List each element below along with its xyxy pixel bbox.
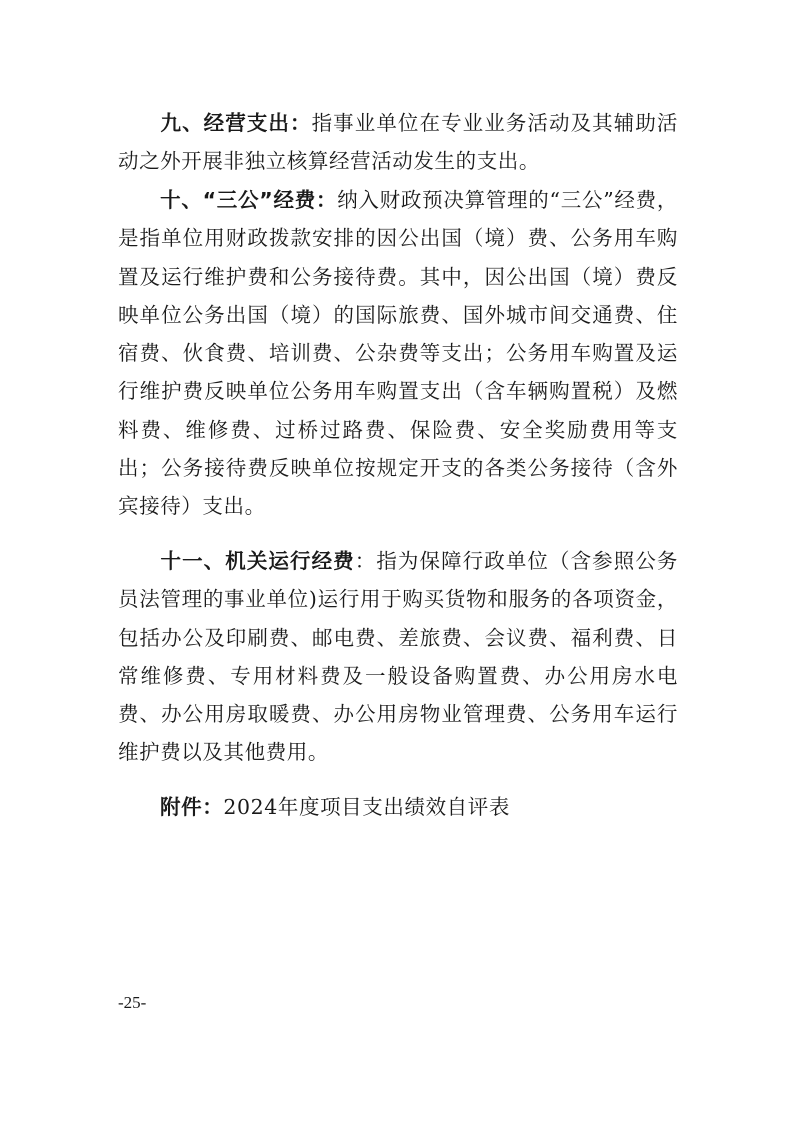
section-operating-expenditure <box>118 104 678 181</box>
section-text: 指事业单位在专业业务活动及其辅助活动之外开展非独立核算经营活动发生的支出。 <box>118 111 679 174</box>
section-three-public-expenses <box>118 181 678 526</box>
section-term: 十、“三公”经费： <box>160 188 338 212</box>
attachment-label: 附件： <box>160 795 224 819</box>
section-term: 十一、机关运行经费 <box>160 549 355 573</box>
section-term: 九、经营支出： <box>160 111 312 135</box>
section-agency-operating-expenses <box>118 542 678 772</box>
attachment-line <box>160 788 510 826</box>
page-number: -25- <box>118 993 147 1012</box>
section-text: 纳入财政预决算管理的“三公”经费，是指单位用财政拨款安排的因公出国（境）费、公务用车购置及运行维护费和公务接待费。其中，因公出国（境）费反映单位公务出国（境）的国际旅费、国外城市间交通费、住宿费、伙食费、培训费、公杂费等支出；公务用车购置及运行维护费反映单位公务用车购置支出（含车辆购置税）及燃料费、维修费、过桥过路费、保险费、安全奖励费用等支出；公务接待费反映单位按规定开支的各类公务接待（含外宾接待）支出。 <box>118 188 678 519</box>
attachment-title: 2024年度项目支出绩效自评表 <box>223 795 510 819</box>
section-text: ：指为保障行政单位（含参照公务员法管理的事业单位)运行用于购买货物和服务的各项资金，包括办公及印刷费、邮电费、差旅费、会议费、福利费、日常维修费、专用材料费及一般设备购置费、办公用房水电费、办公用房取暖费、办公用房物业管理费、公务用车运行维护费以及其他费用。 <box>118 549 678 765</box>
